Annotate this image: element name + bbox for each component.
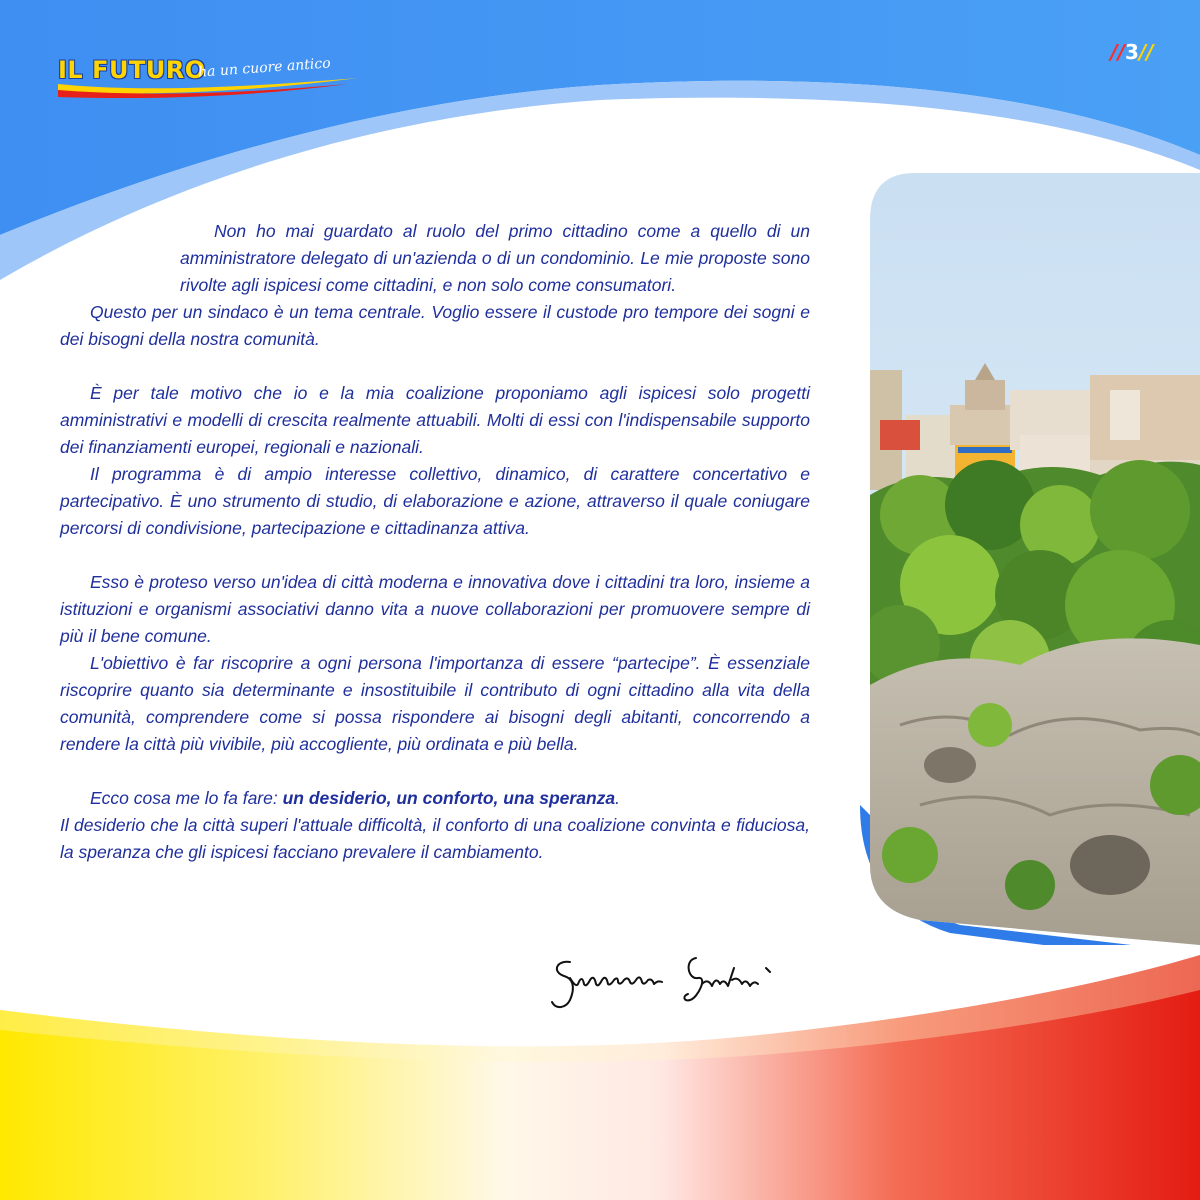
logo-title: IL FUTURO [58, 56, 206, 84]
paragraph-2: Questo per un sindaco è un tema centrale. Voglio essere il custode pro tempore dei sogni e dei bisogni della nostra comunità. [60, 302, 810, 349]
paragraph-3: È per tale motivo che io e la mia coalizione proponiamo agli ispicesi solo progetti amministrativi e modelli di crescita realmente attuabili. Molti di essi con l'indispensabile supporto dei finanziamenti europei, regionali e nazionali. [60, 383, 810, 457]
logo-tagline: ha un cuore antico [197, 55, 332, 81]
paragraph-7 [60, 785, 810, 812]
letter-body [60, 218, 810, 866]
paragraph-7-highlight: un desiderio, un conforto, una speranza [282, 788, 616, 808]
page-number-value: 3 [1125, 40, 1139, 64]
town-photo [860, 165, 1200, 945]
paragraph-6: L'obiettivo è far riscoprire a ogni persona l'importanza di essere “partecipe”. È essenziale riscoprire quanto sia determinante e insostituibile il contributo di ogni cittadino alla vita della comunità, comprendere come si possa rispondere ai bisogni degli abitanti, concorrendo a rendere la città più vivibile, più accogliente, più ordinata e più bella. [60, 653, 810, 754]
paragraph-7-lead: Ecco cosa me lo fa fare: [90, 788, 283, 808]
paragraph-1: Non ho mai guardato al ruolo del primo cittadino come a quello di un amministratore delegato di un'azienda o di un condominio. Le mie proposte sono rivolte agli ispicesi come cittadini, e non solo come consumatori. [180, 221, 810, 295]
paragraph-8: Il desiderio che la città superi l'attuale difficoltà, il conforto di una coalizione convinta e fiduciosa, la speranza che gli ispicesi facciano prevalere il cambiamento. [60, 815, 810, 862]
signature-mark [548, 950, 808, 1020]
brand-logo [58, 52, 358, 98]
paragraph-4: Il programma è di ampio interesse collettivo, dinamico, di carattere concertativo e partecipativo. È uno strumento di studio, di elaborazione e azione, attraverso il quale coniugare percorsi di condivisione, partecipazione e cittadinanza attiva. [60, 464, 810, 538]
paragraph-5: Esso è proteso verso un'idea di città moderna e innovativa dove i cittadini tra loro, insieme a istituzioni e organismi associativi danno vita a nuove collaborazioni per promuovere sempre di più il bene comune. [60, 572, 810, 646]
paragraph-7-end: . [615, 788, 621, 808]
page-number: //3// [1110, 40, 1154, 64]
